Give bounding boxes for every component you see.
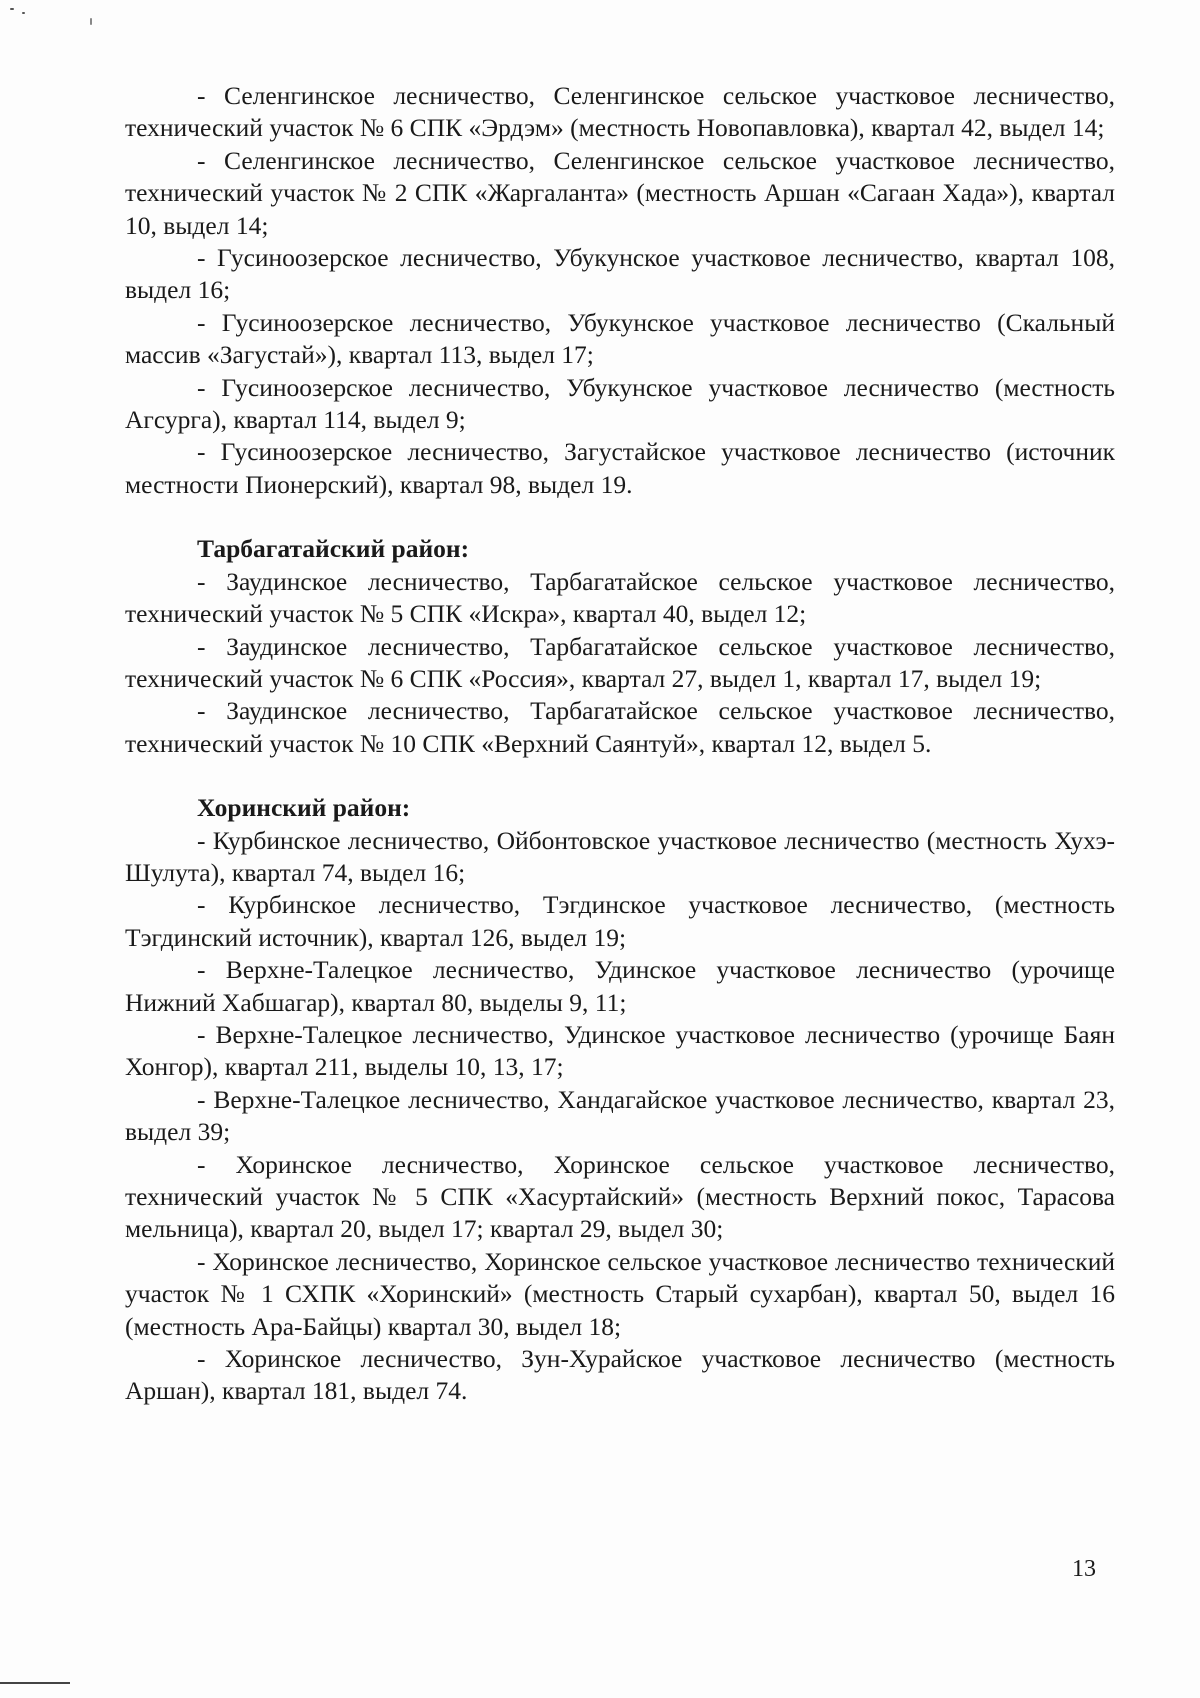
list-item: - Курбинское лесничество, Тэгдинское участковое лесничество, (местность Тэгдинский источник), квартал 126, выдел 19;: [125, 890, 1115, 952]
list-item: - Заудинское лесничество, Тарбагатайское сельское участковое лесничество, технический участок № 5 СПК «Искра», квартал 40, выдел 12;: [125, 566, 1115, 629]
list-item: - Хоринское лесничество, Хоринское сельское участковое лесничество технический участок № 1 СХПК «Хоринский» (местность Старый сухарбан), квартал 50, выдел 16 (местность Ара-Байцы) квартал 30, выдел 18;: [125, 1246, 1115, 1341]
list-item: - Верхне-Талецкое лесничество, Удинское участковое лесничество (урочище Нижний Хабшагар), квартал 80, выделы 9, 11;: [125, 955, 1115, 1017]
list-item: - Верхне-Талецкое лесничество, Хандагайское участковое лесничество, квартал 23, выдел 39;: [125, 1084, 1115, 1147]
scan-artifact: [22, 12, 25, 14]
list-item: - Верхне-Талецкое лесничество, Удинское участковое лесничество (урочище Баян Хонгор), квартал 211, выделы 10, 13, 17;: [125, 1019, 1115, 1082]
section-khorinsk: [125, 792, 1115, 1408]
list-item: - Заудинское лесничество, Тарбагатайское сельское участковое лесничество, технический участок № 6 СПК «Россия», квартал 27, выдел 1, квартал 17, выдел 19;: [125, 631, 1115, 693]
scan-artifact: [10, 8, 14, 10]
list-item: - Гусиноозерское лесничество, Убукунское участковое лесничество (местность Агсурга), квартал 114, выдел 9;: [125, 372, 1115, 435]
list-item: - Хоринское лесничество, Хоринское сельское участковое лесничество, технический участок № 5 СПК «Хасуртайский» (местность Верхний покос, Тарасова мельница), квартал 20, выдел 17; квартал 29, выдел 30;: [125, 1149, 1115, 1244]
list-item: - Гусиноозерское лесничество, Загустайское участковое лесничество (источник местности Пионерский), квартал 98, выдел 19.: [125, 437, 1115, 499]
list-item: - Заудинское лесничество, Тарбагатайское сельское участковое лесничество, технический участок № 10 СПК «Верхний Саянтуй», квартал 12, выдел 5.: [125, 696, 1115, 758]
list-item: - Хоринское лесничество, Зун-Хурайское участковое лесничество (местность Аршан), квартал 181, выдел 74.: [125, 1344, 1115, 1406]
list-item: - Курбинское лесничество, Ойбонтовское участковое лесничество (местность Хухэ-Шулута), квартал 74, выдел 16;: [125, 825, 1115, 887]
list-item: - Гусиноозерское лесничество, Убукунское участковое лесничество (Скальный массив «Загустай»), квартал 113, выдел 17;: [125, 307, 1115, 370]
document-body: [125, 80, 1115, 1408]
list-item: - Селенгинское лесничество, Селенгинское сельское участковое лесничество, технический участок № 2 СПК «Жаргаланта» (местность Аршан «Сагаан Хада»), квартал 10, выдел 14;: [125, 145, 1115, 240]
section-tarbagatai: [125, 533, 1115, 760]
list-item: - Гусиноозерское лесничество, Убукунское участковое лесничество, квартал 108, выдел 16;: [125, 243, 1115, 305]
list-item: - Селенгинское лесничество, Селенгинское сельское участковое лесничество, технический участок № 6 СПК «Эрдэм» (местность Новопавловка), квартал 42, выдел 14;: [125, 81, 1115, 143]
section-heading: Хоринский район:: [197, 793, 411, 823]
intro-list: [125, 80, 1115, 501]
scan-artifact: [90, 18, 92, 25]
page-number: 13: [1072, 1556, 1096, 1582]
section-heading: Тарбагатайский район:: [197, 534, 470, 564]
scan-edge-line: [0, 1682, 70, 1684]
